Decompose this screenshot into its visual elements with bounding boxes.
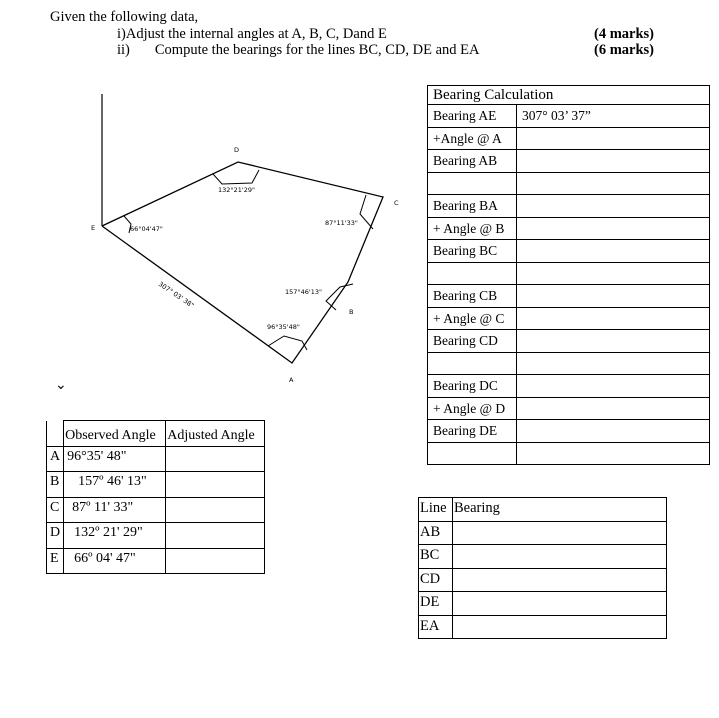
bearing-row-value [517, 307, 710, 330]
table-row [428, 375, 710, 398]
adjusted-cell [166, 523, 265, 549]
table-row [419, 615, 667, 639]
chevron-down-icon: ⌄ [55, 377, 67, 393]
line-cell: BC [419, 545, 453, 569]
station-label-A: A [289, 376, 294, 384]
table-row [419, 521, 667, 545]
header-adjusted-angle: Adjusted Angle [166, 421, 265, 447]
adjusted-cell [166, 472, 265, 498]
line-cell: AB [419, 521, 453, 545]
table-row [47, 472, 265, 498]
station-cell: E [47, 548, 64, 574]
table-row [428, 105, 710, 128]
bearing-row-value [517, 397, 710, 420]
station-cell: B [47, 472, 64, 498]
bearing-row-label [428, 172, 517, 195]
adjusted-cell [166, 497, 265, 523]
table-row [428, 195, 710, 218]
bearing-row-value [517, 195, 710, 218]
bearing-cell [453, 545, 667, 569]
station-cell: D [47, 523, 64, 549]
bearing-row-value [517, 420, 710, 443]
station-label-C: C [394, 199, 399, 207]
bearing-row-value [517, 285, 710, 308]
bearing-row-label [428, 442, 517, 465]
bearing-row-value [517, 127, 710, 150]
bearing-row-label [428, 262, 517, 285]
observed-cell: 132º 21' 29" [64, 523, 166, 549]
header-bearing: Bearing [453, 498, 667, 522]
bearing-row-label: + Angle @ B [428, 217, 517, 240]
bearing-row-label: Bearing AB [428, 150, 517, 173]
bearing-row-value [517, 262, 710, 285]
bearing-row-label [428, 352, 517, 375]
adjusted-cell [166, 446, 265, 472]
bearing-row-label: Bearing CB [428, 285, 517, 308]
bearing-label-EA: 307° 03' 38" [156, 280, 196, 310]
bearing-row-label: Bearing DE [428, 420, 517, 443]
angle-arc-B [326, 284, 353, 310]
bearing-row-label: +Angle @ A [428, 127, 517, 150]
table-row [428, 150, 710, 173]
line-cell: EA [419, 615, 453, 639]
station-cell: A [47, 446, 64, 472]
table-header-row [47, 421, 265, 447]
observed-angle-table [46, 420, 265, 574]
bearing-row-value: 307° 03’ 37” [517, 105, 710, 128]
table-row [47, 497, 265, 523]
table-row [428, 397, 710, 420]
header-observed-angle: Observed Angle [64, 421, 166, 447]
station-label-E: E [91, 224, 96, 232]
observed-cell: 66º 04' 47" [64, 548, 166, 574]
bearing-row-value [517, 240, 710, 263]
station-cell: C [47, 497, 64, 523]
table-row [428, 127, 710, 150]
angle-label-E: 66°04'47" [130, 225, 163, 233]
observed-cell: 157º 46' 13" [64, 472, 166, 498]
bearing-cell [453, 521, 667, 545]
table-row [428, 262, 710, 285]
part1-number: i) [117, 26, 126, 42]
station-label-D: D [234, 146, 240, 154]
table-header-row [419, 498, 667, 522]
table-row [428, 352, 710, 375]
bearing-row-label: + Angle @ C [428, 307, 517, 330]
header-line: Line [419, 498, 453, 522]
table-row [428, 442, 710, 465]
bearing-row-value [517, 150, 710, 173]
question-intro: Given the following data, [50, 9, 199, 25]
table-row [47, 548, 265, 574]
bearing-calculation-table [427, 85, 710, 465]
bearing-row-label: Bearing BA [428, 195, 517, 218]
table-row [428, 217, 710, 240]
header-blank [47, 421, 64, 447]
table-row [47, 446, 265, 472]
angle-label-B: 157°46'13" [285, 288, 322, 296]
angle-label-D: 132°21'29" [218, 186, 255, 194]
angle-arc-A [268, 336, 307, 350]
table-row [428, 307, 710, 330]
angle-label-C: 87°11'33" [325, 219, 358, 227]
adjusted-cell [166, 548, 265, 574]
bearing-row-label: Bearing AE [428, 105, 517, 128]
bearing-row-label: Bearing DC [428, 375, 517, 398]
bearing-row-label: Bearing BC [428, 240, 517, 263]
bearing-cell [453, 568, 667, 592]
observed-cell: 96°35' 48" [64, 446, 166, 472]
table-row [419, 545, 667, 569]
line-cell: CD [419, 568, 453, 592]
table-row [428, 240, 710, 263]
bearing-row-label: + Angle @ D [428, 397, 517, 420]
angle-arc-D [213, 170, 259, 184]
line-cell: DE [419, 592, 453, 616]
table-row [419, 568, 667, 592]
table-row [428, 420, 710, 443]
bearing-row-value [517, 352, 710, 375]
angle-label-A: 96°35'48" [267, 323, 300, 331]
station-label-B: B [349, 308, 354, 316]
bearing-row-value [517, 375, 710, 398]
observed-cell: 87º 11' 33" [64, 497, 166, 523]
bearing-cell [453, 592, 667, 616]
table-row [428, 330, 710, 353]
angle-arc-C [360, 195, 373, 229]
bearing-table-title: Bearing Calculation [428, 86, 710, 105]
part2-text: Compute the bearings for the lines BC, CD, DE and EA [154, 42, 480, 58]
table-row [419, 592, 667, 616]
table-row [428, 285, 710, 308]
bearing-row-value [517, 172, 710, 195]
part1-text: Adjust the internal angles at A, B, C, Dand E [125, 26, 387, 42]
table-row [47, 523, 265, 549]
line-bearing-table [418, 497, 667, 639]
bearing-row-value [517, 330, 710, 353]
bearing-row-value [517, 217, 710, 240]
bearing-row-label: Bearing CD [428, 330, 517, 353]
part2-marks: (6 marks) [594, 42, 655, 58]
table-row [428, 172, 710, 195]
part1-marks: (4 marks) [594, 26, 655, 42]
bearing-row-value [517, 442, 710, 465]
bearing-cell [453, 615, 667, 639]
part2-number: ii) [117, 42, 130, 58]
